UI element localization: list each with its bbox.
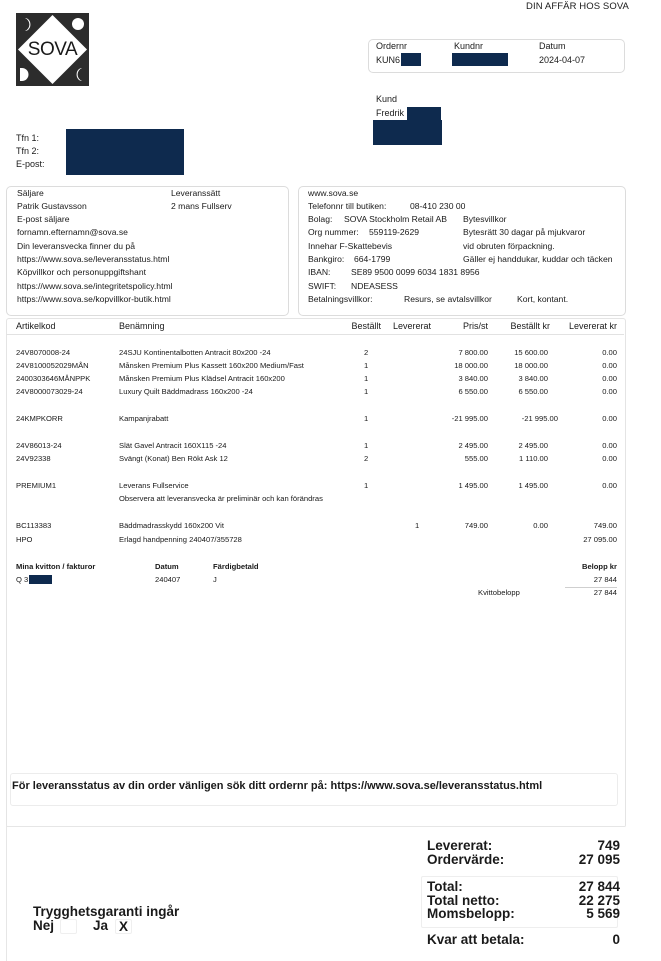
delivered-kr: 0.00 <box>602 454 617 463</box>
article-code: 24V86013-24 <box>16 441 62 450</box>
receipt-amount: 27 844 <box>593 575 617 584</box>
delivery-status-link[interactable]: https://www.sova.se/leveransstatus.html <box>17 254 170 264</box>
col-header-description: Benämning <box>119 321 165 331</box>
col-header-ordered-kr: Beställt kr <box>510 321 550 331</box>
logo-text: SOVA <box>27 39 78 60</box>
delivery-method-label: Leveranssätt <box>171 188 221 198</box>
datum-value: 2024-04-07 <box>539 55 586 65</box>
article-description: Svängt (Konat) Ben Rökt Ask 12 <box>119 454 228 463</box>
bankgiro-label: Bankgiro: <box>308 254 345 264</box>
col-header-article-code: Artikelkod <box>16 321 56 331</box>
qty-ordered: 1 <box>364 387 369 396</box>
ordered-kr: 6 550.00 <box>518 387 548 396</box>
ordernr-label: Ordernr <box>376 41 408 51</box>
delivered-total-value: 749 <box>597 838 620 853</box>
ordernr-value: KUN6 <box>376 55 401 65</box>
article-code: PREMIUM1 <box>16 481 57 490</box>
payment-terms-value1: Resurs, se avtalsvillkor <box>404 294 492 304</box>
unit-price: 555.00 <box>464 454 488 463</box>
order-value-value: 27 095 <box>578 852 620 867</box>
payment-terms-label: Betalningsvillkor: <box>308 294 373 304</box>
delivery-status-message: För leveransstatus av din order vänligen sök ditt ordernr på: https://www.sova.se/leveransstatus.html <box>12 780 543 792</box>
unit-price: 7 800.00 <box>458 348 488 357</box>
customer-name-redaction <box>407 107 441 121</box>
store-info-box <box>298 186 626 316</box>
unit-price: -21 995.00 <box>451 414 488 423</box>
store-phone-value: 08-410 230 00 <box>410 201 466 211</box>
receipts-header: Mina kvitton / fakturor <box>16 562 96 571</box>
customer-name: Fredrik <box>376 108 405 118</box>
seller-label: Säljare <box>17 188 44 198</box>
article-description: Månsken Premium Plus Klädsel Antracit 160x200 <box>119 374 285 383</box>
customer-address-redaction <box>373 120 442 145</box>
exchange-terms-line2: vid obruten förpackning. <box>463 241 555 251</box>
ordered-kr: 15 600.00 <box>514 348 548 357</box>
article-description: 24SJU Kontinentalbotten Antracit 80x200 -24 <box>119 348 271 357</box>
delivered-kr: 0.00 <box>602 481 617 490</box>
sova-logo <box>16 13 89 86</box>
delivered-kr: 0.00 <box>602 414 617 423</box>
qty-ordered: 2 <box>364 348 369 357</box>
receipt-paid: J <box>213 575 217 584</box>
article-description: Luxury Quilt Bäddmadrass 160x200 -24 <box>119 387 253 396</box>
payment-terms-value2: Kort, kontant. <box>517 294 569 304</box>
delivery-method-value: 2 mans Fullserv <box>171 201 232 211</box>
exchange-terms-line1: Bytesrätt 30 dagar på mjukvaror <box>463 227 586 237</box>
ftax-text: Innehar F-Skattebevis <box>308 241 393 251</box>
article-description: Kampanjrabatt <box>119 414 169 423</box>
receipt-total-label: Kvittobelopp <box>478 588 520 597</box>
delivered-kr: 27 095.00 <box>583 535 617 544</box>
exchange-terms-line3: Gäller ej handdukar, kuddar och täcken <box>463 254 613 264</box>
col-header-ordered: Beställt <box>351 321 381 331</box>
article-code: BC113383 <box>16 521 52 530</box>
exchange-terms-title: Bytesvillkor <box>463 214 507 224</box>
store-phone-label: Telefonnr till butiken: <box>308 201 387 211</box>
qty-ordered: 1 <box>364 481 369 490</box>
tfn1-label: Tfn 1: <box>16 133 40 143</box>
seller-email-label: E-post säljare <box>17 214 70 224</box>
ordered-kr: -21 995.00 <box>521 414 558 423</box>
delivery-week-note: Observera att leveransvecka är preliminär och kan förändras <box>119 494 323 503</box>
delivery-week-text: Din leveransvecka finner du på <box>17 241 135 251</box>
delivered-kr: 0.00 <box>602 374 617 383</box>
article-description: Bäddmadrasskydd 160x200 Vit <box>119 521 224 530</box>
article-code: 24KMPKORR <box>16 414 63 423</box>
guarantee-section <box>33 905 179 933</box>
net-total-label: Total netto: <box>427 893 500 908</box>
delivered-total-label: Levererat: <box>427 838 493 853</box>
terms-text: Köpvillkor och personuppgiftshant <box>17 267 146 277</box>
ordered-kr: 2 495.00 <box>518 441 548 450</box>
purchase-terms-link[interactable]: https://www.sova.se/kopvillkor-butik.html <box>17 294 171 304</box>
iban-value: SE89 9500 0099 6034 1831 8956 <box>351 267 480 277</box>
seller-name: Patrik Gustavsson <box>17 201 87 211</box>
guarantee-no-checkbox[interactable] <box>60 919 77 934</box>
ordered-kr: 0.00 <box>533 521 548 530</box>
vat-amount-value: 5 569 <box>586 906 620 921</box>
delivered-kr: 0.00 <box>602 348 617 357</box>
kundnr-label: Kundnr <box>454 41 484 51</box>
delivered-kr: 0.00 <box>602 387 617 396</box>
order-value-label: Ordervärde: <box>427 852 505 867</box>
article-code: 2400303646MÅNPPK <box>16 374 91 383</box>
bankgiro-value: 664-1799 <box>354 254 391 264</box>
guarantee-yes-label: Ja <box>93 918 109 933</box>
header-divider <box>6 334 624 335</box>
receipt-date: 240407 <box>155 575 181 584</box>
article-description: Erlagd handpenning 240407/355728 <box>119 535 242 544</box>
seller-info-box <box>6 186 289 316</box>
swift-label: SWIFT: <box>308 281 337 291</box>
org-number-label: Org nummer: <box>308 227 359 237</box>
article-code: 24V8100052029MÅN <box>16 361 89 370</box>
article-description: Månsken Premium Plus Kassett 160x200 Medium/Fast <box>119 361 304 370</box>
qty-ordered: 1 <box>364 441 369 450</box>
delivered-kr: 0.00 <box>602 441 617 450</box>
unit-price: 749.00 <box>464 521 488 530</box>
col-header-unit-price: Pris/st <box>462 321 488 331</box>
total-label: Total: <box>427 879 463 894</box>
qty-ordered: 1 <box>364 374 369 383</box>
qty-ordered: 2 <box>364 454 369 463</box>
vat-amount-label: Momsbelopp: <box>427 906 515 921</box>
receipts-amount-header: Belopp kr <box>581 562 617 571</box>
receipt-id-redaction <box>29 575 52 584</box>
swift-value: NDEASESS <box>351 281 398 291</box>
ordered-kr: 18 000.00 <box>514 361 548 370</box>
delivered-kr: 0.00 <box>602 361 617 370</box>
email-label: E-post: <box>16 159 45 169</box>
iban-label: IBAN: <box>308 267 331 277</box>
privacy-policy-link[interactable]: https://www.sova.se/integritetspolicy.html <box>17 281 173 291</box>
receipts-date-header: Datum <box>155 562 179 571</box>
unit-price: 3 840.00 <box>458 374 488 383</box>
receipt-id[interactable]: Q 3 <box>16 575 29 584</box>
guarantee-no-label: Nej <box>33 918 55 933</box>
company-value: SOVA Stockholm Retail AB <box>344 214 448 224</box>
total-value: 27 844 <box>578 879 620 894</box>
qty-ordered: 1 <box>364 361 369 370</box>
contact-redaction <box>66 129 184 175</box>
unit-price: 1 495.00 <box>458 481 488 490</box>
datum-label: Datum <box>539 41 566 51</box>
receipts-paid-header: Färdigbetald <box>213 562 259 571</box>
article-description: Leverans Fullservice <box>119 481 189 490</box>
ordered-kr: 1 110.00 <box>519 454 548 463</box>
customer-label: Kund <box>376 94 398 104</box>
order-info-box <box>368 39 625 73</box>
unit-price: 2 495.00 <box>458 441 488 450</box>
tfn2-label: Tfn 2: <box>16 146 40 156</box>
receipt-total-value: 27 844 <box>593 588 617 597</box>
delivered-kr: 749.00 <box>593 521 617 530</box>
col-header-delivered-kr: Levererat kr <box>568 321 617 331</box>
unit-price: 18 000.00 <box>454 361 488 370</box>
guarantee-title: Trygghetsgaranti ingår <box>33 904 180 919</box>
ordered-kr: 1 495.00 <box>518 481 548 490</box>
org-number-value: 559119-2629 <box>369 227 420 237</box>
article-code: 24V8000073029-24 <box>16 387 83 396</box>
net-total-value: 22 275 <box>578 893 620 908</box>
article-code: 24V92338 <box>16 454 51 463</box>
document-title: DIN AFFÄR HOS SOVA <box>526 1 629 12</box>
qty-delivered: 1 <box>415 521 420 530</box>
ordered-kr: 3 840.00 <box>518 374 548 383</box>
remaining-to-pay-value: 0 <box>612 932 620 947</box>
article-code: HPO <box>16 535 33 544</box>
col-header-delivered: Levererat <box>393 321 432 331</box>
article-code: 24V8070008-24 <box>16 348 71 357</box>
ordernr-redaction <box>401 53 421 66</box>
unit-price: 6 550.00 <box>458 387 488 396</box>
company-label: Bolag: <box>308 214 333 224</box>
seller-email[interactable]: fornamn.efternamn@sova.se <box>17 227 128 237</box>
remaining-to-pay-label: Kvar att betala: <box>427 932 525 947</box>
store-website[interactable]: www.sova.se <box>308 188 359 198</box>
kundnr-redaction <box>452 53 508 66</box>
article-description: Slät Gavel Antracit 160X115 -24 <box>119 441 227 450</box>
qty-ordered: 1 <box>364 414 369 423</box>
guarantee-yes-checkbox[interactable]: X <box>115 919 132 934</box>
